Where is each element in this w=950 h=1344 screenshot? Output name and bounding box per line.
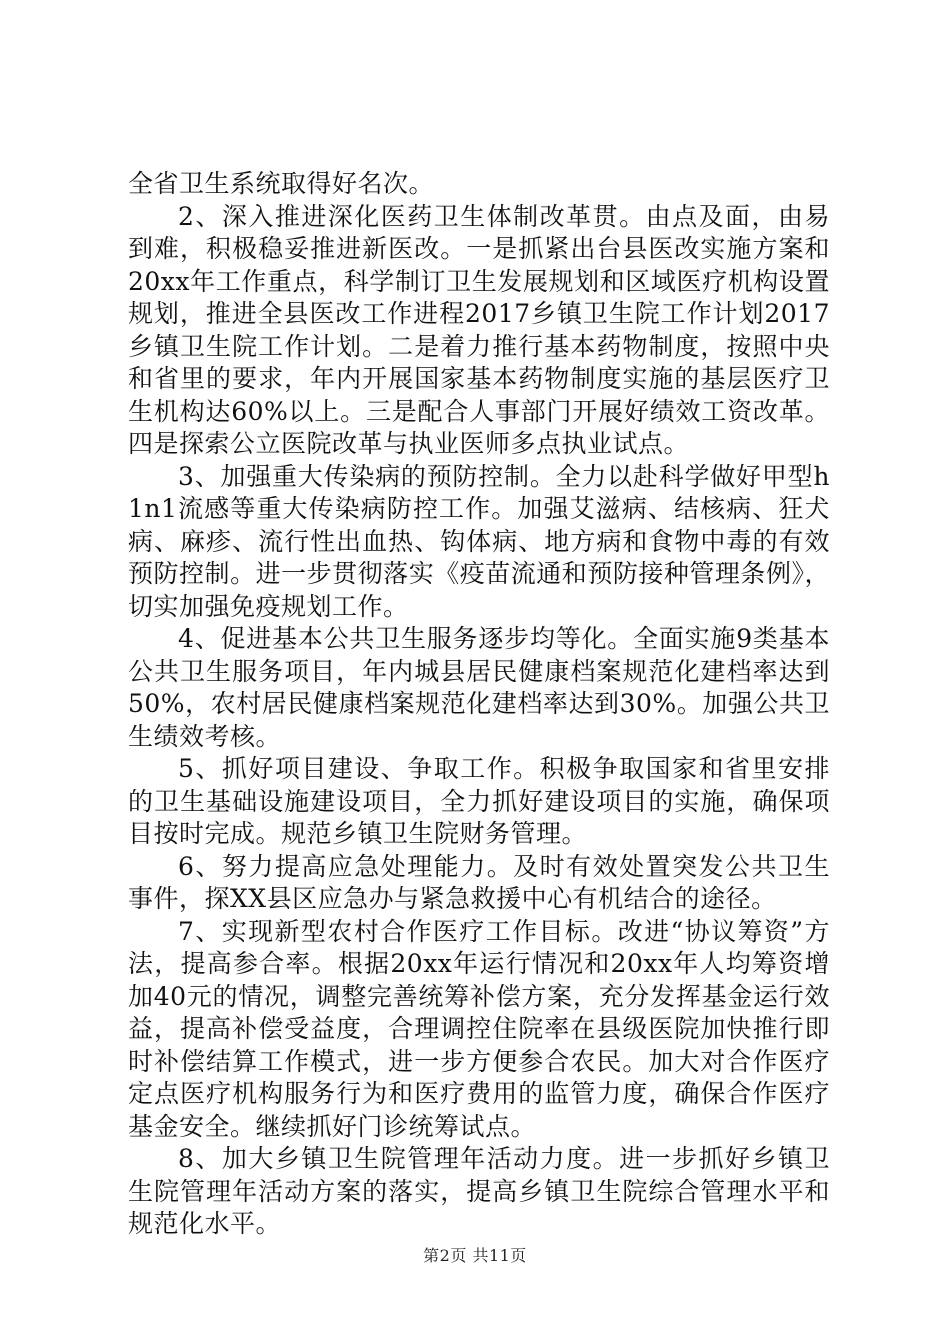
paragraph-item-5: 5、抓好项目建设、争取工作。积极争取国家和省里安排的卫生基础设施建设项目，全力抓好建设项目的实施，确保项目按时完成。规范乡镇卫生院财务管理。: [128, 754, 830, 848]
paragraph-continuation: 全省卫生系统取得好名次。: [128, 169, 435, 198]
paragraph-item-4: 4、促进基本公共卫生服务逐步均等化。全面实施9类基本公共卫生服务项目，年内城县居民健康档案规范化建档率达到50%，农村居民健康档案规范化建档率达到30%。加强公共卫生绩效考核。: [128, 624, 830, 751]
paragraph-item-6: 6、努力提高应急处理能力。及时有效处置突发公共卫生事件，探XX县区应急办与紧急救援中心有机结合的途径。: [128, 851, 830, 913]
page-number-footer: 第2页 共11页: [423, 1246, 527, 1265]
paragraph-item-8: 8、加大乡镇卫生院管理年活动力度。进一步抓好乡镇卫生院管理年活动方案的落实，提高乡镇卫生院综合管理水平和规范化水平。: [128, 1144, 830, 1238]
paragraph-item-3: 3、加强重大传染病的预防控制。全力以赴科学做好甲型h1n1流感等重大传染病防控工作。加强艾滋病、结核病、狂犬病、麻疹、流行性出血热、钩体病、地方病和食物中毒的有效预防控制。进一步贯彻落实《疫苗流通和预防接种管理条例》，切实加强免疫规划工作。: [128, 461, 830, 621]
document-body: [128, 168, 830, 1241]
paragraph-item-2: 2、深入推进深化医药卫生体制改革贯。由点及面，由易到难，积极稳妥推进新医改。一是抓紧出台县医改实施方案和20xx年工作重点，科学制订卫生发展规划和区域医疗机构设置规划，推进全县医改工作进程2017乡镇卫生院工作计划2017乡镇卫生院工作计划。二是着力推行基本药物制度，按照中央和省里的要求，年内开展国家基本药物制度实施的基层医疗卫生机构达60%以上。三是配合人事部门开展好绩效工资改革。四是探索公立医院改革与执业医师多点执业试点。: [128, 201, 830, 458]
paragraph-item-7: 7、实现新型农村合作医疗工作目标。改进“协议筹资”方法，提高参合率。根据20xx年运行情况和20xx年人均筹资增加40元的情况，调整完善统筹补偿方案，充分发挥基金运行效益，提高补偿受益度，合理调控住院率在县级医院加快推行即时补偿结算工作模式，进一步方便参合农民。加大对合作医疗定点医疗机构服务行为和医疗费用的监管力度，确保合作医疗基金安全。继续抓好门诊统筹试点。: [128, 916, 830, 1141]
